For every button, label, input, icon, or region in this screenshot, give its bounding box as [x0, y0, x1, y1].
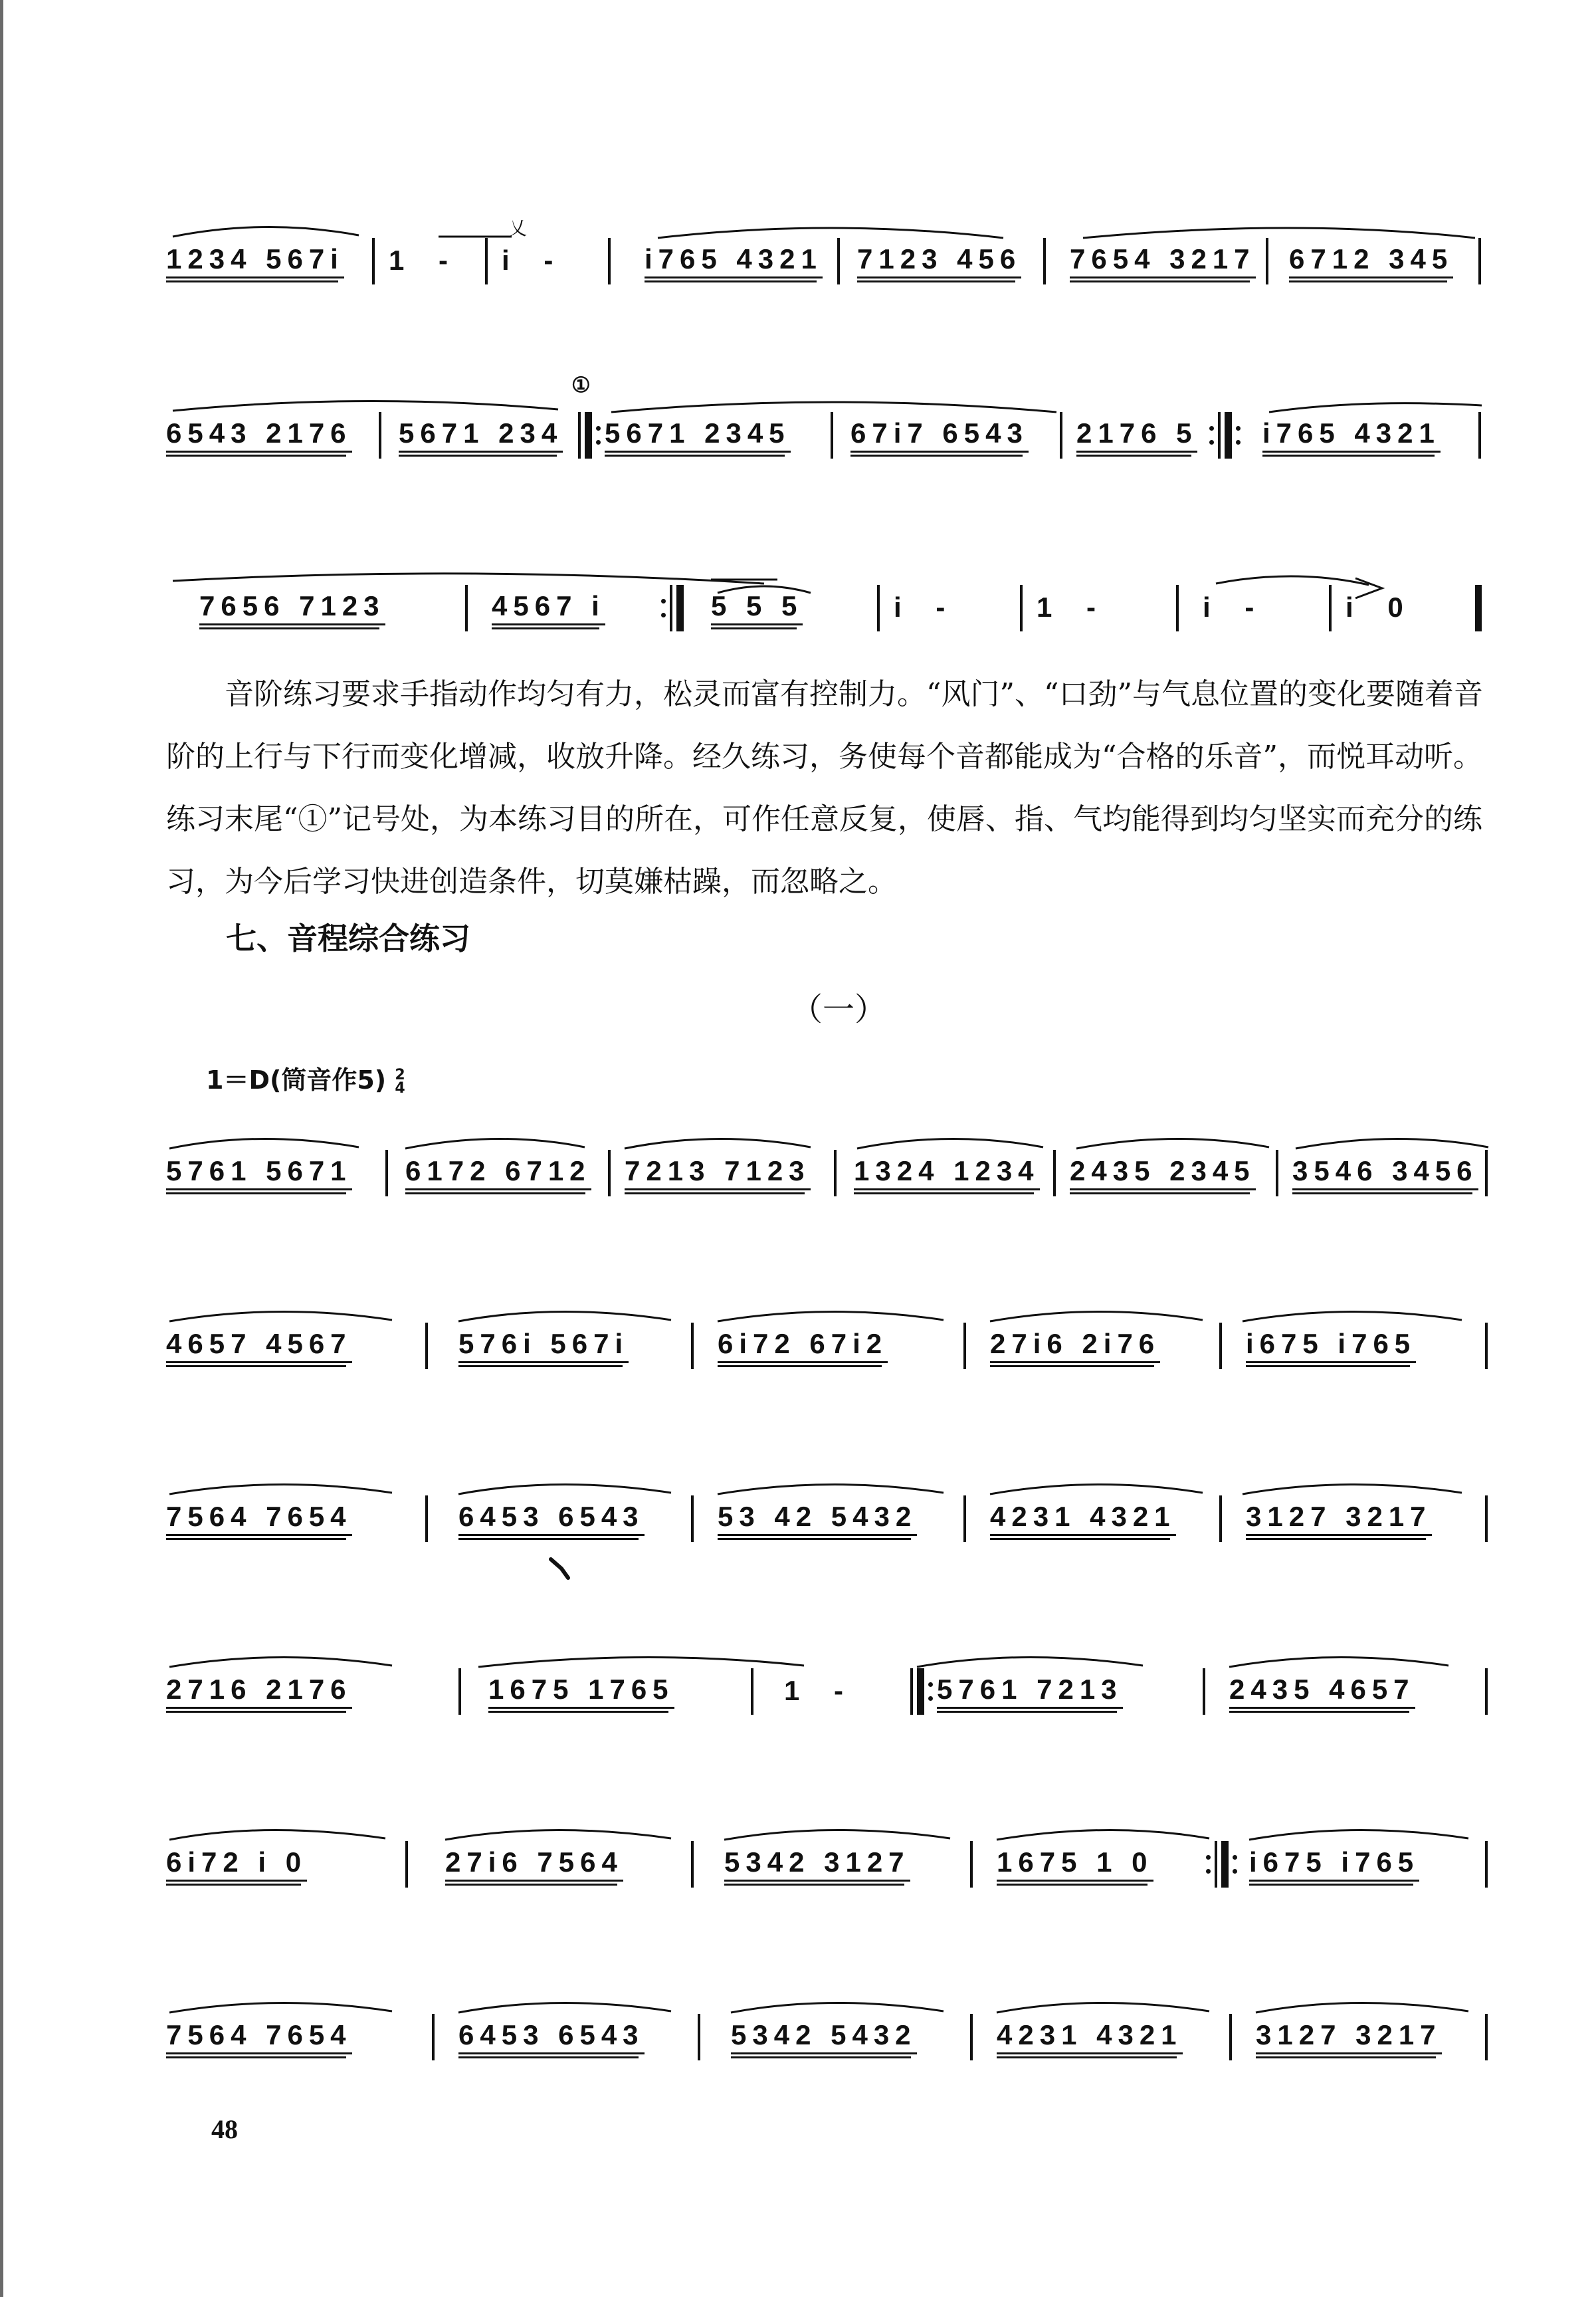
description-paragraph: 音阶练习要求手指动作均匀有力，松灵而富有控制力。“风门”、“口劲”与气息位置的变化要随着音阶的上行与下行而变化增减，收放升降。经久练习，务使每个音都能成为“合格的乐音”，而悦耳动听。练习末尾“①”记号处，为本练习目的所在，可作任意反复，使唇、指、气均能得到均匀坚实而充分的练习，为今后学习快进创造条件，切莫嫌枯躁，而忽略之。	[166, 677, 1483, 899]
repeat-sign	[1209, 412, 1241, 459]
note-group: 53 42 5432	[718, 1501, 917, 1536]
exercise-number: （一）	[791, 991, 887, 1028]
note-group: 2716 2176	[166, 1674, 352, 1709]
note-group: 4231 4321	[990, 1501, 1176, 1536]
note-group: 27i6 2i76	[990, 1328, 1160, 1363]
note-group: 3127 3217	[1246, 1501, 1432, 1536]
repeat-end-sign	[661, 585, 684, 631]
note-group: i 0	[1346, 592, 1417, 623]
note-group: 5 5 5	[711, 590, 803, 625]
score-line	[166, 1476, 1488, 1569]
note-group: i -	[894, 592, 959, 623]
note-group: 5671 234	[399, 417, 563, 453]
note-group: i675 i765	[1246, 1328, 1416, 1363]
note-group: i -	[502, 245, 567, 276]
score-line	[166, 1130, 1488, 1223]
note-group: 2435 4657	[1229, 1674, 1415, 1709]
note-group: 7654 3217	[1070, 243, 1256, 278]
note-group: 3546 3456	[1292, 1155, 1478, 1190]
note-group: 6i72 67i2	[718, 1328, 888, 1363]
note-group: 4231 4321	[997, 2019, 1183, 2054]
score-line	[166, 1648, 1488, 1741]
note-group: 1675 1 0	[997, 1846, 1153, 1882]
note-group: 27i6 7564	[445, 1846, 623, 1882]
note-group: 1 -	[389, 245, 462, 276]
score-line	[166, 565, 1488, 658]
score-line	[166, 218, 1488, 311]
note-group: 3127 3217	[1256, 2019, 1442, 2054]
circle-marker: ①	[571, 373, 591, 397]
note-group: 7564 7654	[166, 2019, 352, 2054]
note-group: 6172 6712	[405, 1155, 591, 1190]
page-edge	[0, 0, 3, 2297]
note-group: 5761 7213	[937, 1674, 1123, 1709]
note-group: 7213 7123	[625, 1155, 811, 1190]
note-group: 1324 1234	[854, 1155, 1040, 1190]
note-group: 2435 2345	[1070, 1155, 1256, 1190]
note-group: 6712 345	[1289, 243, 1453, 278]
note-group: 67i7 6543	[850, 417, 1029, 453]
note-group: 7123 456	[857, 243, 1021, 278]
note-group: 1 -	[1037, 592, 1110, 623]
repeat-start-sign	[910, 1668, 933, 1715]
repeat-sign	[1206, 1841, 1237, 1888]
ornament-mark: 乂	[508, 218, 528, 239]
score-line	[166, 1994, 1488, 2087]
key-signature: 1＝D(筒音作5) 2 4	[206, 1065, 405, 1097]
note-group: 4657 4567	[166, 1328, 352, 1363]
note-group: 6i72 i 0	[166, 1846, 307, 1882]
note-group: i -	[1203, 592, 1268, 623]
note-group: 6453 6543	[458, 2019, 645, 2054]
score-line	[166, 1821, 1488, 1914]
note-group: 6543 2176	[166, 417, 352, 453]
note-group: 1234 567i	[166, 243, 344, 278]
note-group: 5342 5432	[731, 2019, 917, 2054]
section-heading: 七、音程综合练习	[226, 921, 470, 956]
note-group: 576i 567i	[458, 1328, 629, 1363]
note-group: 5761 5671	[166, 1155, 352, 1190]
page-number: 48	[211, 2114, 238, 2144]
repeat-start-sign	[578, 412, 601, 459]
note-group: 2176 5	[1076, 417, 1197, 453]
note-group: i675 i765	[1249, 1846, 1419, 1882]
note-group: 4567 i	[492, 590, 605, 625]
note-group: 5342 3127	[724, 1846, 910, 1882]
note-group: 7564 7654	[166, 1501, 352, 1536]
stray-mark-icon	[548, 1555, 575, 1582]
note-group: 1675 1765	[488, 1674, 674, 1709]
score-line	[166, 392, 1488, 485]
note-group: 5671 2345	[605, 417, 791, 453]
note-group: 1 -	[784, 1675, 857, 1706]
score-line	[166, 1303, 1488, 1396]
note-group: 6453 6543	[458, 1501, 645, 1536]
note-group: 7656 7123	[199, 590, 385, 625]
note-group: i765 4321	[1262, 417, 1441, 453]
note-group: i765 4321	[645, 243, 823, 278]
